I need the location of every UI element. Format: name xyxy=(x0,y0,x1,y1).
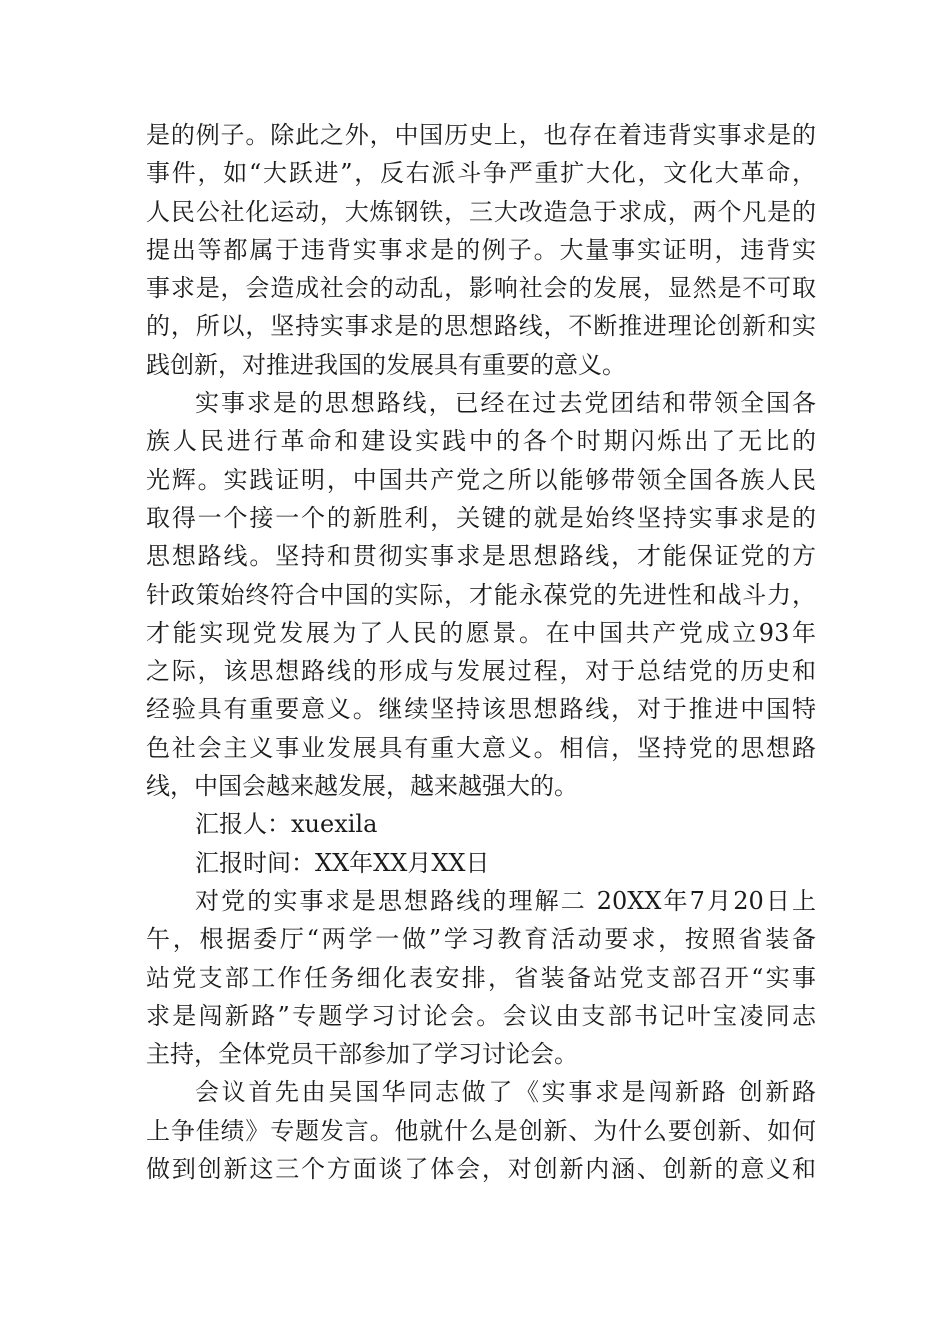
document-page xyxy=(146,116,816,1188)
text-line: 事件，如“大跃进”，反右派斗争严重扩大化，文化大革命， xyxy=(146,159,816,188)
text-line: 族人民进行革命和建设实践中的各个时期闪烁出了无比的 xyxy=(146,427,816,456)
text-line: 汇报人：xuexila xyxy=(195,810,378,839)
text-line: 取得一个接一个的新胜利，关键的就是始终坚持实事求是的 xyxy=(146,503,816,532)
text-line: 线，中国会越来越发展，越来越强大的。 xyxy=(146,772,578,801)
text-line: 色社会主义事业发展具有重大意义。相信，坚持党的思想路 xyxy=(146,733,816,762)
text-line: 人民公社化运动，大炼钢铁，三大改造急于求成，两个凡是的 xyxy=(146,197,816,226)
text-line: 上争佳绩》专题发言。他就什么是创新、为什么要创新、如何 xyxy=(146,1116,816,1145)
text-line: 是的例子。除此之外，中国历史上，也存在着违背实事求是的 xyxy=(146,121,816,149)
text-line: 站党支部工作任务细化表安排，省装备站党支部召开“实事 xyxy=(146,963,816,992)
text-line: 主持，全体党员干部参加了学习讨论会。 xyxy=(146,1040,578,1069)
text-line: 午，根据委厅“两学一做”学习教育活动要求，按照省装备 xyxy=(146,925,816,954)
text-line: 之际，该思想路线的形成与发展过程，对于总结党的历史和 xyxy=(146,657,816,686)
text-line: 对党的实事求是思想路线的理解二 20XX年7月20日上 xyxy=(195,886,816,915)
text-line: 思想路线。坚持和贯彻实事求是思想路线，才能保证党的方 xyxy=(146,542,816,571)
text-line: 践创新，对推进我国的发展具有重要的意义。 xyxy=(146,350,626,379)
text-line: 的，所以，坚持实事求是的思想路线，不断推进理论创新和实 xyxy=(146,312,816,341)
text-line: 汇报时间：XX年XX月XX日 xyxy=(195,848,490,877)
text-line: 会议首先由吴国华同志做了《实事求是闯新路 创新路 xyxy=(195,1078,816,1107)
text-line: 光辉。实践证明，中国共产党之所以能够带领全国各族人民 xyxy=(146,465,816,494)
text-line: 经验具有重要意义。继续坚持该思想路线，对于推进中国特 xyxy=(146,695,816,724)
text-line: 才能实现党发展为了人民的愿景。在中国共产党成立93年 xyxy=(146,618,816,647)
text-line: 针政策始终符合中国的实际，才能永葆党的先进性和战斗力， xyxy=(146,580,816,609)
text-line: 做到创新这三个方面谈了体会，对创新内涵、创新的意义和 xyxy=(146,1155,816,1184)
text-line: 提出等都属于违背实事求是的例子。大量事实证明，违背实 xyxy=(146,235,816,264)
text-line: 实事求是的思想路线，已经在过去党团结和带领全国各 xyxy=(195,389,816,418)
text-line: 事求是，会造成社会的动乱，影响社会的发展，显然是不可取 xyxy=(146,274,816,303)
text-line: 求是闯新路”专题学习讨论会。会议由支部书记叶宝凌同志 xyxy=(146,1001,816,1030)
